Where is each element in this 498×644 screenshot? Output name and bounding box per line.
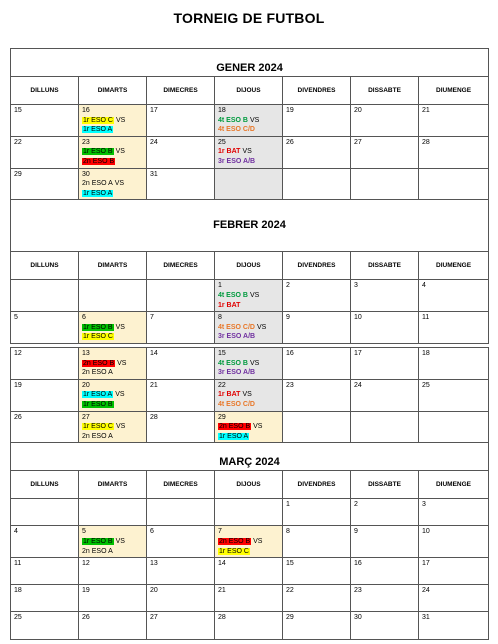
day-number: 1 (286, 501, 290, 509)
day-number: 21 (422, 107, 430, 114)
team-label: 1r ESO A (219, 432, 249, 440)
week-row (11, 280, 489, 312)
week-row (11, 348, 489, 380)
day-cell (11, 612, 79, 640)
day-cell (351, 558, 419, 585)
day-number: 21 (218, 587, 226, 595)
day-number: 10 (354, 314, 362, 322)
week-row (11, 558, 489, 585)
day-number: 30 (354, 614, 362, 622)
day-cell (11, 411, 79, 443)
week-row (11, 612, 489, 640)
day-cell (215, 585, 283, 612)
day-cell (419, 105, 489, 137)
day-cell (419, 558, 489, 585)
day-cell (351, 585, 419, 612)
day-cell-empty (215, 168, 283, 200)
weekday-header-row (11, 471, 489, 499)
team-label: 1r ESO C (83, 116, 113, 124)
team-label: 1r ESO C (83, 423, 113, 431)
day-cell-empty (79, 499, 147, 526)
team-label: 2n ESO B (219, 423, 251, 431)
day-cell (351, 612, 419, 640)
day-number: 17 (422, 560, 430, 568)
day-number: 23 (286, 381, 294, 389)
day-cell (11, 526, 79, 558)
day-cell-match (215, 526, 283, 558)
day-number: 20 (82, 381, 90, 389)
day-number: 16 (82, 107, 90, 114)
team-label: 2n ESO A (82, 180, 113, 188)
team-label: 2n ESO A (82, 369, 113, 377)
day-number: 19 (82, 587, 90, 595)
vs-label: VS (249, 116, 260, 124)
day-number: 5 (14, 314, 18, 322)
day-cell (79, 585, 147, 612)
day-cell-match (79, 136, 147, 168)
day-number: 24 (422, 587, 430, 595)
weekday-saturday: DISSABTE (351, 252, 419, 280)
day-cell (215, 612, 283, 640)
day-cell-match (79, 526, 147, 558)
vs-label: VS (115, 537, 125, 545)
day-cell (11, 105, 79, 137)
vs-label: VS (117, 359, 127, 367)
day-number: 27 (354, 138, 362, 146)
week-row (11, 585, 489, 612)
day-cell (351, 280, 419, 312)
weekday-wednesday: DIMECRES (147, 77, 215, 105)
weekday-friday: DIVENDRES (283, 252, 351, 280)
team-label: 1r BAT (218, 301, 241, 309)
team-label: 4t ESO B (218, 116, 248, 124)
day-cell (351, 348, 419, 380)
day-cell-match (215, 136, 283, 168)
weekday-tuesday: DIMARTS (79, 77, 147, 105)
day-number: 8 (286, 528, 290, 536)
day-cell (419, 499, 489, 526)
vs-label: VS (242, 148, 252, 156)
team-label: 2n ESO B (83, 157, 115, 165)
day-number: 14 (150, 350, 158, 357)
day-number: 26 (14, 413, 22, 421)
day-cell (147, 136, 215, 168)
day-cell-match (215, 105, 283, 137)
day-cell-empty (351, 411, 419, 443)
team-label: 1r ESO B (83, 400, 113, 408)
day-number: 29 (218, 413, 226, 421)
vs-label: VS (256, 323, 267, 331)
team-label: 3r ESO A/B (218, 369, 256, 377)
day-cell-match (215, 379, 283, 411)
team-label: 1r ESO B (83, 537, 113, 545)
day-number: 7 (218, 528, 222, 536)
vs-label: VS (249, 359, 260, 367)
weekday-friday: DIVENDRES (283, 471, 351, 499)
day-number: 16 (286, 350, 294, 357)
weekday-monday: DILLUNS (11, 252, 79, 280)
day-cell-match (215, 312, 283, 344)
day-number: 28 (422, 138, 430, 146)
day-cell (283, 585, 351, 612)
day-number: 17 (354, 350, 362, 357)
day-number: 5 (82, 528, 86, 536)
day-number: 4 (422, 282, 426, 290)
day-number: 19 (14, 381, 22, 389)
day-cell (351, 105, 419, 137)
day-cell (283, 312, 351, 344)
weekday-thursday: DIJOUS (215, 252, 283, 280)
team-label: 3r ESO A/B (218, 157, 256, 165)
vs-label: VS (115, 391, 125, 399)
day-cell-match (215, 280, 283, 312)
day-number: 17 (150, 107, 158, 114)
day-cell (147, 411, 215, 443)
day-number: 23 (354, 587, 362, 595)
day-number: 1 (218, 282, 222, 290)
team-label: 1r ESO C (83, 333, 113, 341)
day-cell (419, 612, 489, 640)
weekday-saturday: DISSABTE (351, 77, 419, 105)
week-row (11, 105, 489, 137)
week-row (11, 411, 489, 443)
vs-label: VS (115, 323, 125, 331)
day-number: 9 (286, 314, 290, 322)
day-cell (351, 136, 419, 168)
day-number: 25 (14, 614, 22, 622)
day-cell (147, 348, 215, 380)
calendar-table-feb-mar (10, 347, 489, 640)
day-cell (283, 136, 351, 168)
day-cell (11, 558, 79, 585)
day-number: 15 (286, 560, 294, 568)
day-cell (419, 136, 489, 168)
day-number: 26 (82, 614, 90, 622)
day-number: 19 (286, 107, 294, 114)
week-row (11, 499, 489, 526)
day-number: 2 (286, 282, 290, 290)
day-cell (419, 280, 489, 312)
week-row (11, 136, 489, 168)
team-label: 2n ESO B (83, 359, 115, 367)
day-number: 16 (354, 560, 362, 568)
day-number: 27 (82, 413, 90, 421)
weekday-thursday: DIJOUS (215, 471, 283, 499)
day-cell (79, 558, 147, 585)
day-cell (147, 312, 215, 344)
day-cell-empty (419, 168, 489, 200)
day-cell (419, 585, 489, 612)
day-number: 9 (354, 528, 358, 536)
day-number: 6 (82, 314, 86, 322)
day-number: 24 (150, 138, 158, 146)
day-number: 3 (422, 501, 426, 509)
day-cell (419, 379, 489, 411)
day-number: 11 (14, 560, 22, 568)
day-number: 28 (218, 614, 226, 622)
day-cell-empty (11, 280, 79, 312)
day-number: 30 (82, 170, 90, 178)
day-cell (147, 526, 215, 558)
weekday-saturday: DISSABTE (351, 471, 419, 499)
team-label: 4t ESO B (218, 291, 248, 299)
day-cell-empty (283, 411, 351, 443)
day-cell (283, 499, 351, 526)
team-label: 4t ESO C/D (218, 126, 255, 134)
day-cell (11, 348, 79, 380)
day-number: 4 (14, 528, 18, 536)
day-cell (11, 312, 79, 344)
day-cell-empty (11, 499, 79, 526)
weekday-header-row (11, 252, 489, 280)
weekday-sunday: DIUMENGE (419, 77, 489, 105)
team-label: 1r ESO B (83, 323, 113, 331)
vs-label: VS (249, 291, 260, 299)
day-cell-match (79, 168, 147, 200)
day-number: 21 (150, 381, 158, 389)
day-number: 10 (422, 528, 430, 536)
day-cell (351, 312, 419, 344)
day-number: 25 (422, 381, 430, 389)
day-cell-match (79, 105, 147, 137)
vs-label: VS (115, 148, 125, 156)
day-number: 14 (218, 560, 226, 568)
day-cell (283, 526, 351, 558)
team-label: 2n ESO B (219, 537, 251, 545)
day-number: 25 (218, 138, 226, 146)
week-row (11, 168, 489, 200)
weekday-thursday: DIJOUS (215, 77, 283, 105)
day-cell (11, 585, 79, 612)
weekday-wednesday: DIMECRES (147, 471, 215, 499)
day-cell (419, 526, 489, 558)
day-number: 3 (354, 282, 358, 290)
day-number: 13 (150, 560, 158, 568)
day-cell (11, 136, 79, 168)
week-row (11, 312, 489, 344)
team-label: 3r ESO A/B (218, 333, 256, 341)
day-cell (351, 526, 419, 558)
weekday-friday: DIVENDRES (283, 77, 351, 105)
team-label: 2n ESO A (82, 547, 113, 555)
day-cell (147, 612, 215, 640)
day-cell-match (79, 312, 147, 344)
day-number: 28 (150, 413, 158, 421)
day-number: 31 (150, 170, 158, 178)
day-number: 22 (218, 381, 226, 389)
day-cell-empty (283, 168, 351, 200)
team-label: 1r ESO B (83, 148, 113, 156)
day-number: 24 (354, 381, 362, 389)
day-cell (283, 558, 351, 585)
weekday-sunday: DIUMENGE (419, 252, 489, 280)
day-cell (11, 379, 79, 411)
day-number: 26 (286, 138, 294, 146)
weekday-tuesday: DIMARTS (79, 471, 147, 499)
team-label: 4t ESO C/D (218, 323, 255, 331)
day-number: 6 (150, 528, 154, 536)
weekday-header-row (11, 77, 489, 105)
day-cell (283, 612, 351, 640)
team-label: 1r BAT (218, 391, 241, 399)
day-cell-match (79, 348, 147, 380)
day-number: 29 (286, 614, 294, 622)
day-cell (283, 379, 351, 411)
vs-label: VS (115, 423, 126, 431)
day-cell (215, 558, 283, 585)
weekday-monday: DILLUNS (11, 77, 79, 105)
page-title: TORNEIG DE FUTBOL (173, 10, 325, 26)
day-number: 20 (354, 107, 362, 114)
vs-label: VS (253, 537, 263, 545)
day-number: 13 (82, 350, 90, 357)
day-number: 18 (218, 107, 226, 114)
month-header-gener: GENER 2024 (11, 49, 489, 77)
day-cell (351, 379, 419, 411)
day-number: 27 (150, 614, 158, 622)
day-cell (419, 312, 489, 344)
week-row (11, 379, 489, 411)
weekday-monday: DILLUNS (11, 471, 79, 499)
day-cell-empty (351, 168, 419, 200)
day-cell (283, 280, 351, 312)
team-label: 1r ESO A (83, 189, 113, 197)
day-cell-match (79, 411, 147, 443)
day-cell (283, 348, 351, 380)
day-cell (147, 168, 215, 200)
team-label: 1r ESO A (83, 126, 113, 134)
day-cell-empty (79, 280, 147, 312)
weekday-sunday: DIUMENGE (419, 471, 489, 499)
vs-label: VS (242, 391, 252, 399)
vs-label: VS (114, 180, 125, 188)
day-number: 15 (14, 107, 22, 114)
month-header-febrer: FEBRER 2024 (11, 200, 489, 252)
day-cell (79, 612, 147, 640)
day-cell-empty (215, 499, 283, 526)
day-number: 12 (82, 560, 90, 568)
day-number: 15 (218, 350, 226, 357)
day-number: 18 (14, 587, 22, 595)
team-label: 1r ESO A (83, 391, 113, 399)
day-cell (147, 379, 215, 411)
day-number: 31 (422, 614, 430, 622)
day-number: 22 (14, 138, 22, 146)
team-label: 4t ESO C/D (218, 400, 255, 408)
vs-label: VS (115, 116, 126, 124)
weekday-wednesday: DIMECRES (147, 252, 215, 280)
day-cell (147, 585, 215, 612)
team-label: 1r ESO C (219, 547, 249, 555)
day-number: 22 (286, 587, 294, 595)
day-cell-match (215, 348, 283, 380)
day-cell (283, 105, 351, 137)
day-cell (351, 499, 419, 526)
day-cell (11, 168, 79, 200)
day-cell-empty (147, 499, 215, 526)
calendar-table-jan-feb (10, 48, 489, 344)
day-cell (147, 105, 215, 137)
weekday-tuesday: DIMARTS (79, 252, 147, 280)
day-cell (419, 348, 489, 380)
week-row (11, 526, 489, 558)
day-number: 2 (354, 501, 358, 509)
day-number: 8 (218, 314, 222, 322)
team-label: 1r BAT (218, 148, 241, 156)
day-number: 23 (82, 138, 90, 146)
day-number: 7 (150, 314, 154, 322)
month-header-marc: MARÇ 2024 (11, 443, 489, 471)
day-cell-empty (419, 411, 489, 443)
vs-label: VS (253, 423, 263, 431)
day-cell-empty (147, 280, 215, 312)
day-number: 18 (422, 350, 430, 357)
day-number: 29 (14, 170, 22, 178)
team-label: 2n ESO A (82, 432, 113, 440)
day-cell-match (215, 411, 283, 443)
day-cell (147, 558, 215, 585)
day-number: 20 (150, 587, 158, 595)
day-number: 12 (14, 350, 22, 357)
team-label: 4t ESO B (218, 359, 248, 367)
day-number: 11 (422, 314, 430, 322)
day-cell-match (79, 379, 147, 411)
